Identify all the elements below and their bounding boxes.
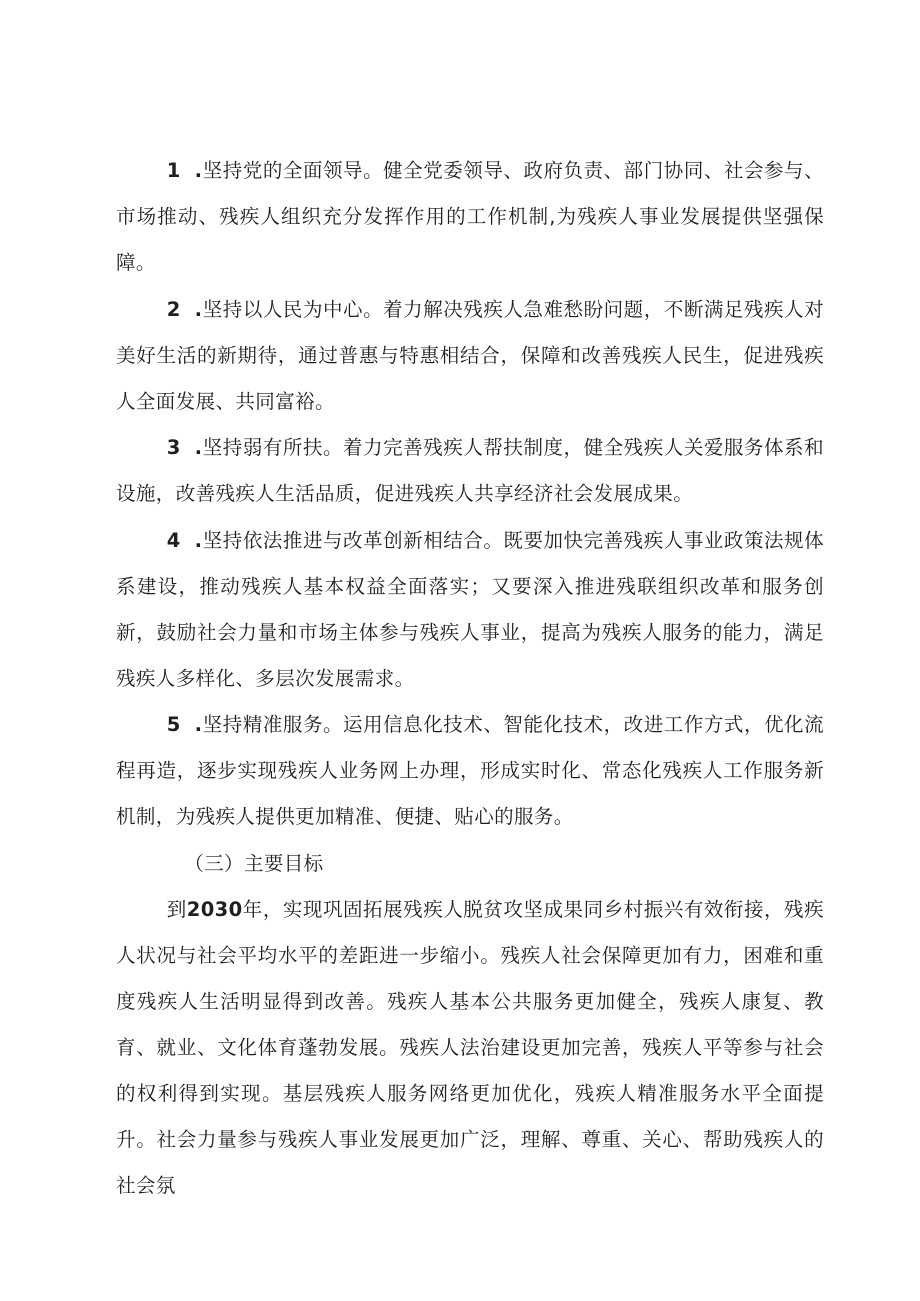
principle-text: 坚持依法推进与改革创新相结合。既要加快完善残疾人事业政策法规体系建设，推动残疾人基本权益全面落实；又要深入推进残联组织改革和服务创新，鼓励社会力量和市场主体参与残疾人事业，提高为残疾人服务的能力，满足残疾人多样化、多层次发展需求。 xyxy=(116,528,824,690)
principle-number: 3 xyxy=(166,436,181,459)
principle-number: 4 xyxy=(166,528,181,552)
principle-paragraph-1 xyxy=(116,148,824,286)
goals-text: 年，实现巩固拓展残疾人脱贫攻坚成果同乡村振兴有效衔接，残疾人状况与社会平均水平的差距进一步缩小。残疾人社会保障更加有力，困难和重度残疾人生活明显得到改善。残疾人基本公共服务更加健全，残疾人康复、教育、就业、文化体育蓬勃发展。残疾人法治建设更加完善，残疾人平等参与社会的权利得到实现。基层残疾人服务网络更加优化，残疾人精准服务水平全面提升。社会力量参与残疾人事业发展更加广泛，理解、尊重、关心、帮助残疾人的社会氛 xyxy=(116,897,824,1197)
principle-text: 坚持党的全面领导。健全党委领导、政府负责、部门协同、社会参与、市场推动、残疾人组织充分发挥作用的工作机制,为残疾人事业发展提供坚强保障。 xyxy=(116,159,824,274)
principle-dot: . xyxy=(194,528,203,552)
principle-paragraph-4 xyxy=(116,518,824,702)
principle-dot: . xyxy=(194,436,203,459)
principle-text: 坚持以人民为中心。着力解决残疾人急难愁盼问题，不断满足残疾人对美好生活的新期待，通过普惠与特惠相结合，保障和改善残疾人民生，促进残疾人全面发展、共同富裕。 xyxy=(116,297,824,413)
principle-text: 坚持弱有所扶。着力完善残疾人帮扶制度，健全残疾人关爱服务体系和设施，改善残疾人生活品质，促进残疾人共享经济社会发展成果。 xyxy=(116,436,824,505)
principle-number: 5 xyxy=(166,713,181,736)
principle-paragraph-2 xyxy=(116,287,824,425)
goals-year: 2030 xyxy=(186,897,243,921)
principle-paragraph-3 xyxy=(116,425,824,517)
principle-number: 2 xyxy=(166,297,181,321)
principle-dot: . xyxy=(194,159,203,182)
principle-dot: . xyxy=(194,713,203,736)
principle-dot: . xyxy=(194,297,203,321)
principle-number: 1 xyxy=(166,159,181,182)
goals-paragraph xyxy=(116,887,824,1209)
goals-prefix: 到 xyxy=(166,897,187,921)
principle-text: 坚持精准服务。运用信息化技术、智能化技术，改进工作方式，优化流程再造，逐步实现残疾人业务网上办理，形成实时化、常态化残疾人工作服务新机制，为残疾人提供更加精准、便捷、贴心的服务。 xyxy=(116,713,824,828)
principle-paragraph-5 xyxy=(116,702,824,840)
section-heading: （三）主要目标 xyxy=(184,851,324,875)
